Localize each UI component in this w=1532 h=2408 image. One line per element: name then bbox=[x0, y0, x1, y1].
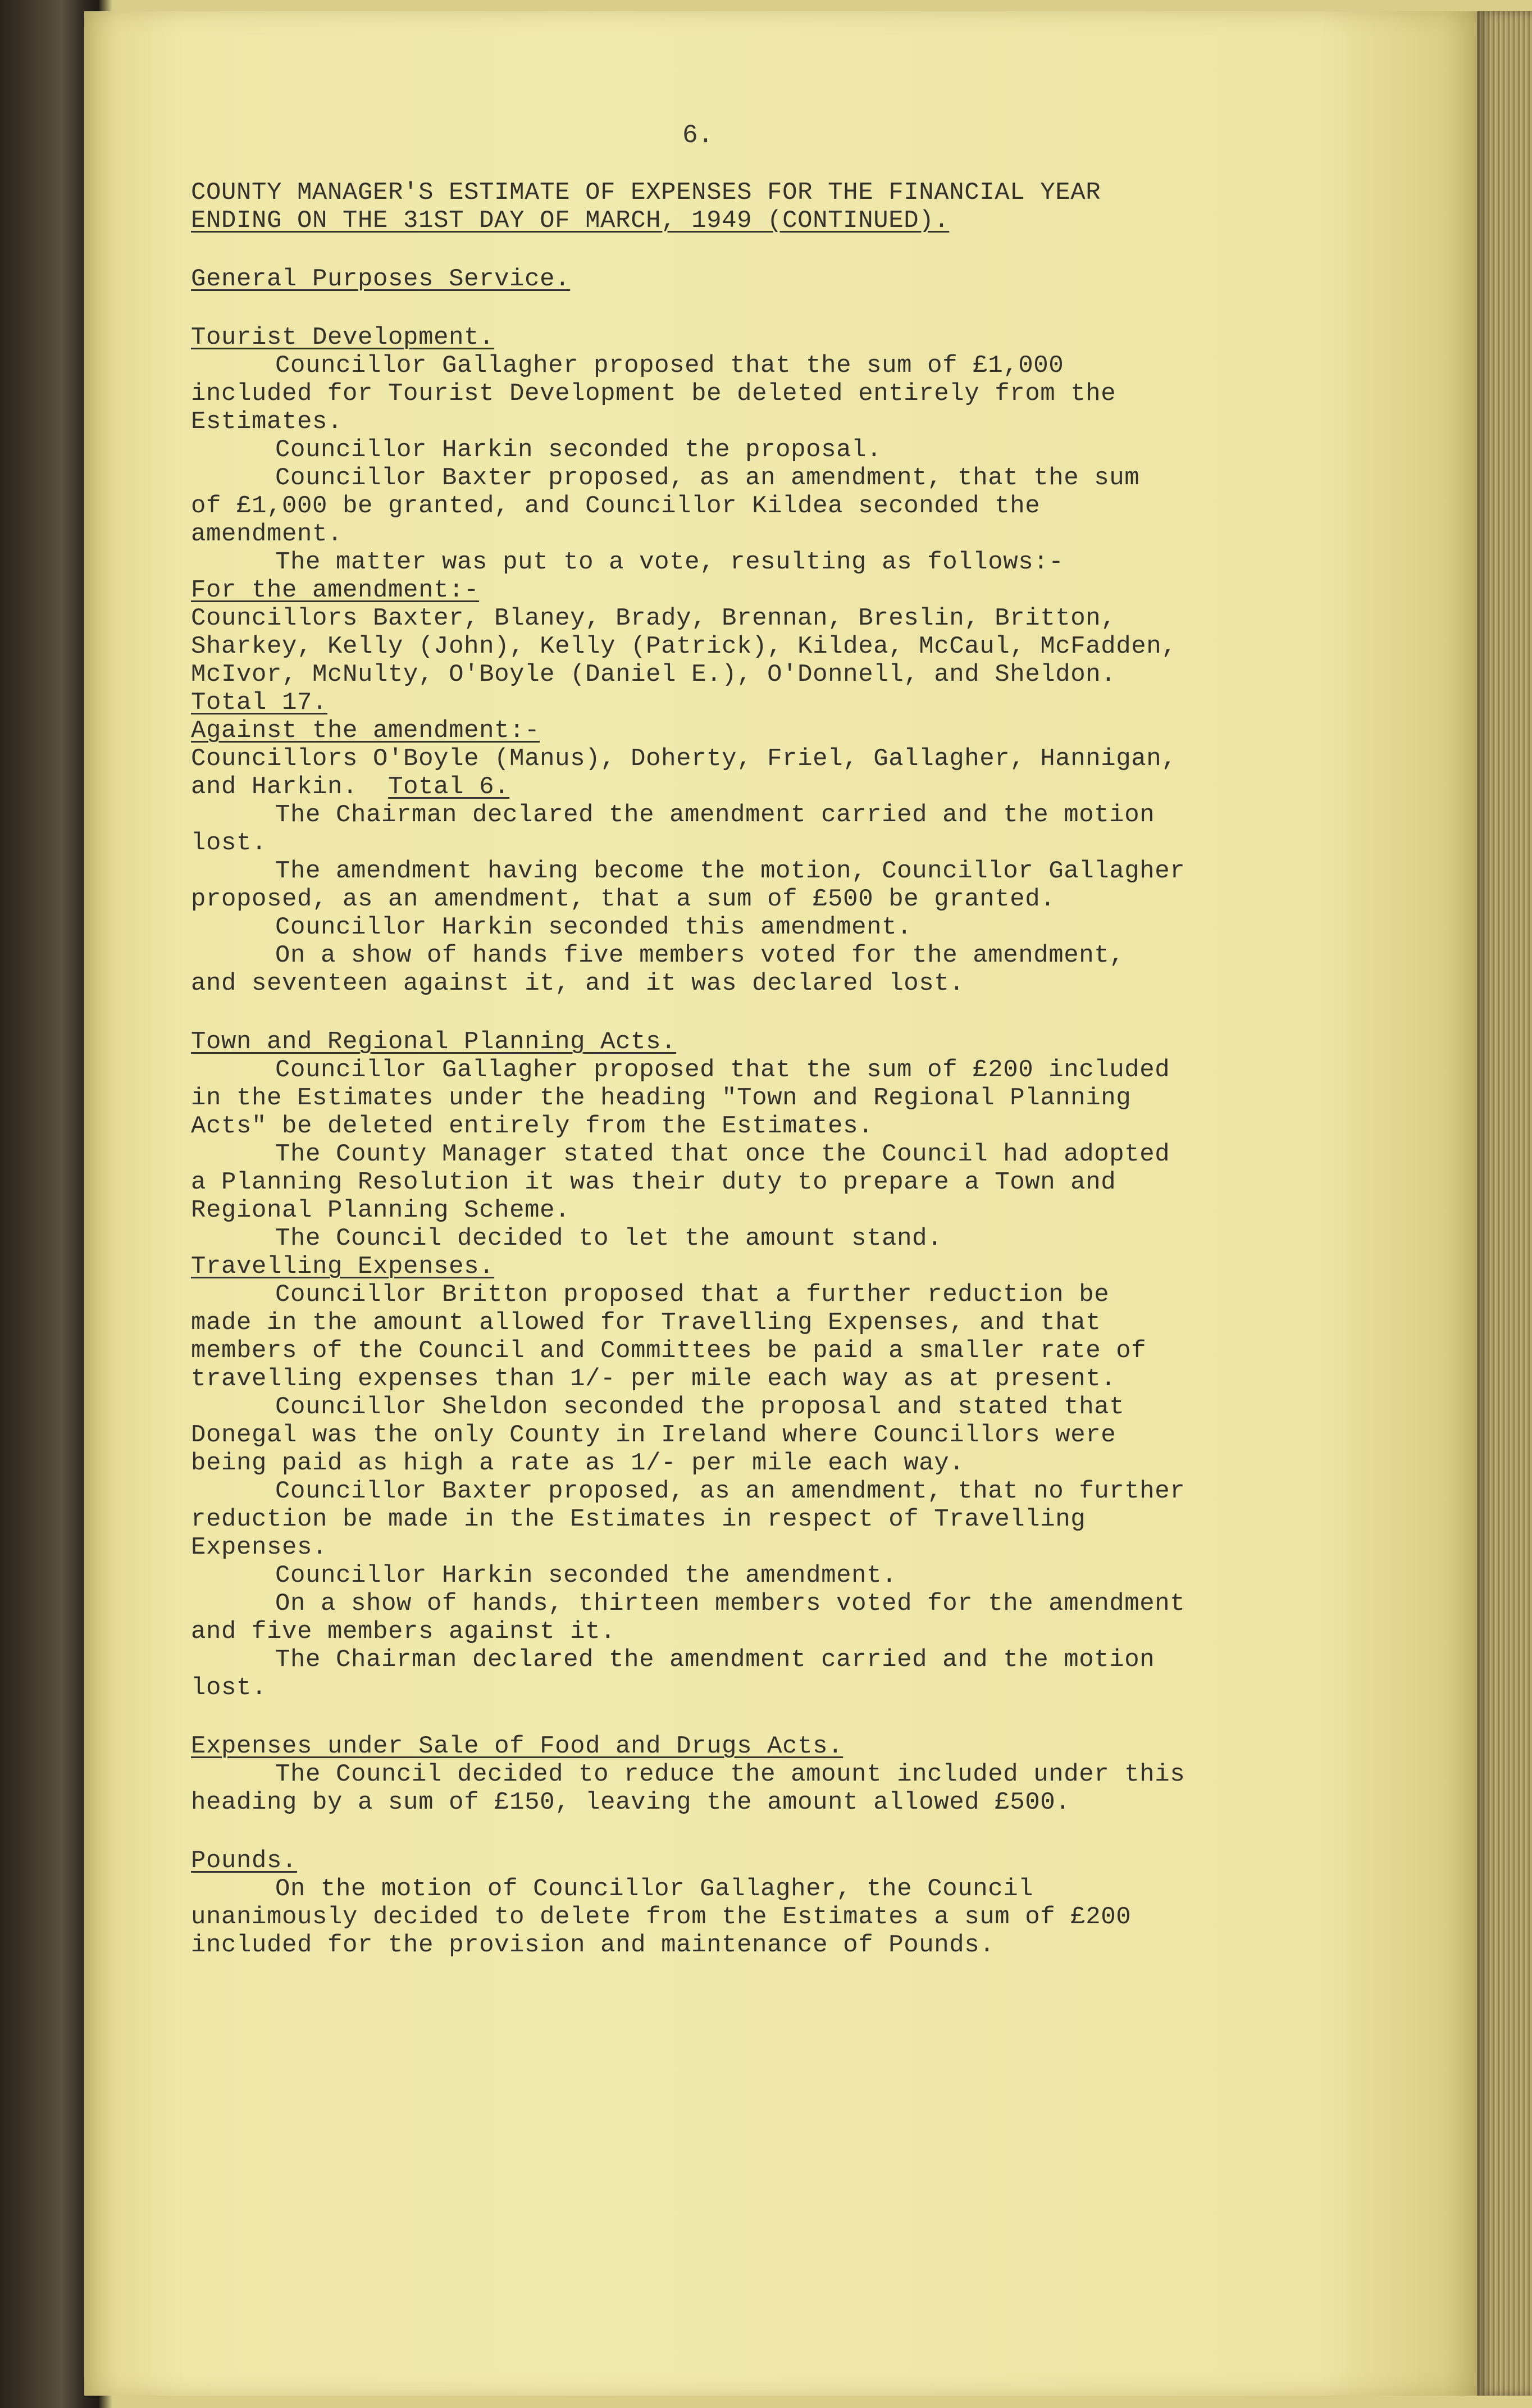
paragraph-line: reduction be made in the Estimates in respect of Travelling bbox=[191, 1505, 1086, 1533]
paragraph-line: Estimates. bbox=[191, 408, 343, 436]
paragraph-line: Councillor Gallagher proposed that the sum of £200 included bbox=[275, 1056, 1170, 1084]
paragraph-line: a Planning Resolution it was their duty to prepare a Town and bbox=[191, 1168, 1116, 1196]
paragraph-line: Expenses. bbox=[191, 1533, 328, 1562]
paragraph-line: The Chairman declared the amendment carried and the motion bbox=[275, 1646, 1155, 1674]
paragraph-line: included for the provision and maintenance of Pounds. bbox=[191, 1931, 995, 1959]
voter-list-line: Sharkey, Kelly (John), Kelly (Patrick), Kildea, McCaul, McFadden, bbox=[191, 632, 1177, 661]
paragraph-line: and five members against it. bbox=[191, 1618, 616, 1646]
section-title: General Purposes Service. bbox=[191, 265, 571, 293]
paragraph-line: made in the amount allowed for Travelling Expenses, and that bbox=[191, 1309, 1101, 1337]
page-edges bbox=[1477, 11, 1532, 2396]
paragraph-line: of £1,000 be granted, and Councillor Kildea seconded the bbox=[191, 492, 1041, 520]
paragraph-line: being paid as high a rate as 1/- per mile each way. bbox=[191, 1449, 965, 1477]
voter-list-line bbox=[191, 773, 1331, 801]
paragraph-line: and seventeen against it, and it was declared lost. bbox=[191, 969, 965, 998]
planning-heading: Town and Regional Planning Acts. bbox=[191, 1028, 677, 1056]
paragraph-line: lost. bbox=[191, 829, 267, 857]
paragraph-line: Regional Planning Scheme. bbox=[191, 1196, 571, 1225]
paragraph-line: unanimously decided to delete from the Estimates a sum of £200 bbox=[191, 1903, 1132, 1931]
paragraph-line: amendment. bbox=[191, 520, 343, 548]
paragraph-line: The Council decided to let the amount stand. bbox=[275, 1225, 943, 1253]
paragraph-line: The Council decided to reduce the amount included under this bbox=[275, 1760, 1186, 1788]
for-amendment-heading: For the amendment:- bbox=[191, 576, 480, 604]
tourist-heading: Tourist Development. bbox=[191, 324, 495, 352]
travelling-heading: Travelling Expenses. bbox=[191, 1253, 495, 1281]
paragraph-line: On the motion of Councillor Gallagher, the Council bbox=[275, 1875, 1034, 1903]
paragraph-line: travelling expenses than 1/- per mile each way as at present. bbox=[191, 1365, 1116, 1393]
paragraph-line: Councillor Sheldon seconded the proposal and stated that bbox=[275, 1393, 1125, 1421]
against-total: Total 6. bbox=[388, 773, 510, 801]
paragraph-line: heading by a sum of £150, leaving the amount allowed £500. bbox=[191, 1788, 1071, 1817]
against-amendment-heading: Against the amendment:- bbox=[191, 717, 540, 745]
paragraph-line: Councillor Baxter proposed, as an amendment, that the sum bbox=[275, 464, 1140, 492]
voter-list-end: and Harkin. bbox=[191, 773, 358, 801]
paragraph-line: Councillor Harkin seconded this amendment. bbox=[275, 913, 913, 941]
voter-list-line: Councillors Baxter, Blaney, Brady, Brennan, Breslin, Britton, bbox=[191, 604, 1116, 632]
paragraph-line: Acts" be deleted entirely from the Estimates. bbox=[191, 1112, 874, 1140]
paragraph-line: Councillor Harkin seconded the proposal. bbox=[275, 436, 882, 464]
paragraph-line: Donegal was the only County in Ireland where Councillors were bbox=[191, 1421, 1116, 1449]
paragraph-line: On a show of hands, thirteen members voted for the amendment bbox=[275, 1590, 1186, 1618]
paragraph-line: proposed, as an amendment, that a sum of £500 be granted. bbox=[191, 885, 1056, 913]
paragraph-line: in the Estimates under the heading "Town and Regional Planning bbox=[191, 1084, 1132, 1112]
voter-list-line: McIvor, McNulty, O'Boyle (Daniel E.), O'Donnell, and Sheldon. bbox=[191, 661, 1116, 689]
paragraph-line: The matter was put to a vote, resulting as follows:- bbox=[275, 548, 1064, 576]
paragraph-line: Councillor Gallagher proposed that the sum of £1,000 bbox=[275, 352, 1064, 380]
voter-list-line: Councillors O'Boyle (Manus), Doherty, Friel, Gallagher, Hannigan, bbox=[191, 745, 1177, 773]
header-line-2: ENDING ON THE 31ST DAY OF MARCH, 1949 (CONTINUED). bbox=[191, 207, 950, 235]
pounds-heading: Pounds. bbox=[191, 1847, 298, 1875]
paragraph-line: Councillor Harkin seconded the amendment. bbox=[275, 1562, 897, 1590]
header-line-1: COUNTY MANAGER'S ESTIMATE OF EXPENSES FOR THE FINANCIAL YEAR bbox=[191, 179, 1101, 207]
page-number: 6. bbox=[682, 121, 714, 150]
paragraph-line: Councillor Baxter proposed, as an amendment, that no further bbox=[275, 1477, 1186, 1505]
paragraph-line: Councillor Britton proposed that a further reduction be bbox=[275, 1281, 1110, 1309]
for-total: Total 17. bbox=[191, 689, 328, 717]
paragraph-line: On a show of hands five members voted for the amendment, bbox=[275, 941, 1125, 969]
document-body bbox=[191, 118, 1331, 1959]
paragraph-line: members of the Council and Committees be paid a smaller rate of bbox=[191, 1337, 1147, 1365]
food-drugs-heading: Expenses under Sale of Food and Drugs Acts. bbox=[191, 1732, 843, 1760]
paragraph-line: The Chairman declared the amendment carried and the motion bbox=[275, 801, 1155, 829]
paragraph-line: lost. bbox=[191, 1674, 267, 1702]
paragraph-line: The amendment having become the motion, Councillor Gallagher bbox=[275, 857, 1186, 885]
paragraph-line: The County Manager stated that once the Council had adopted bbox=[275, 1140, 1170, 1168]
paragraph-line: included for Tourist Development be deleted entirely from the bbox=[191, 380, 1116, 408]
